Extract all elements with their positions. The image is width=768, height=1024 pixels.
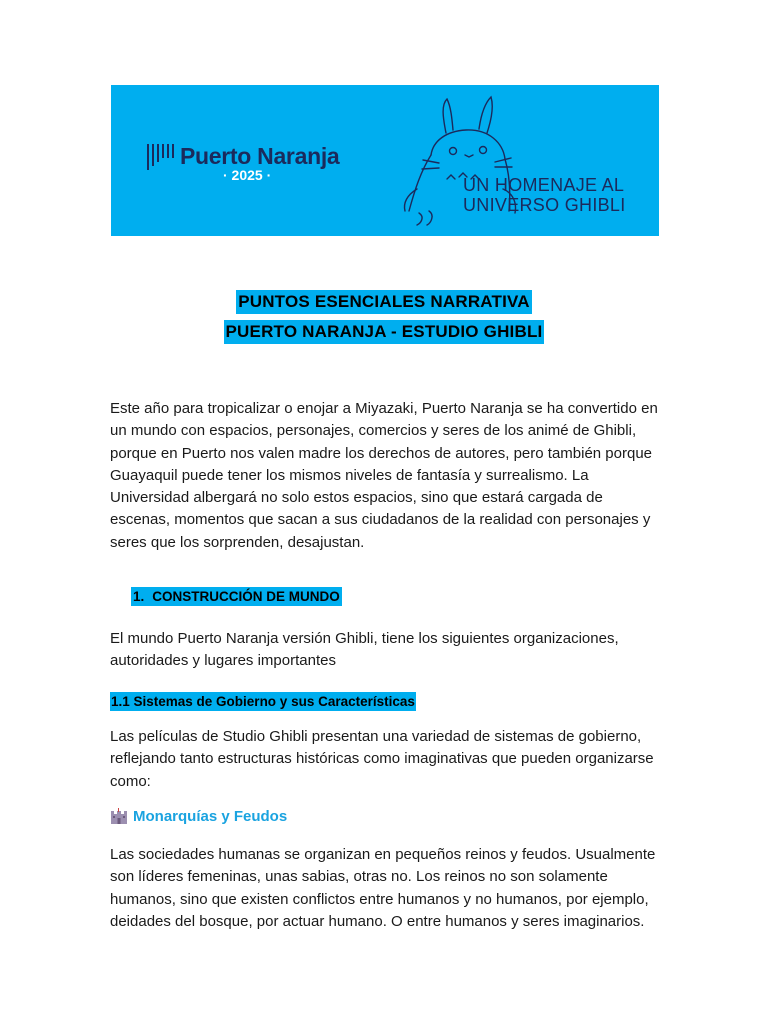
brand-name: Puerto Naranja	[180, 143, 340, 169]
subsection-1-1-paragraph: Las películas de Studio Ghibli presentan una variedad de sistemas de gobierno, reflejando tanto estructuras históricas como imaginativas que pueden organizarse como:	[110, 728, 654, 790]
section-1-number: 1.	[133, 589, 145, 604]
tagline-line-1: UN HOMENAJE AL	[463, 175, 625, 195]
document-title	[0, 290, 768, 344]
monarquias-heading	[110, 808, 287, 825]
brand-year: · 2025 ·	[223, 167, 272, 183]
monarquias-paragraph: Las sociedades humanas se organizan en pequeños reinos y feudos. Usualmente son líderes femeninas, unas sabias, otras no. Los reinos no son solamente humanos, sino que existen conflictos entre humanos y no humanos, por ejemplo, deidades del bosque, por actuar humano. O entre humanos y seres imaginarios.	[110, 846, 656, 930]
section-1-heading	[131, 587, 342, 606]
castle-icon	[110, 808, 128, 825]
puerto-naranja-logo	[147, 143, 339, 170]
header-banner	[111, 85, 659, 236]
section-1-paragraph: El mundo Puerto Naranja versión Ghibli, tiene los siguientes organizaciones, autoridades y lugares importantes	[110, 630, 619, 670]
logo-bars-icon	[147, 144, 174, 170]
title-line-2: PUERTO NARANJA - ESTUDIO GHIBLI	[224, 320, 545, 344]
subsection-1-1-heading: 1.1 Sistemas de Gobierno y sus Características	[111, 694, 415, 709]
banner-tagline	[463, 175, 626, 215]
title-line-1: PUNTOS ESENCIALES NARRATIVA	[236, 290, 532, 314]
tagline-line-2: UNIVERSO GHIBLI	[463, 195, 626, 215]
intro-paragraph: Este año para tropicalizar o enojar a Miyazaki, Puerto Naranja se ha convertido en un mundo con espacios, personajes, comercios y seres de los animé de Ghibli, porque en Puerto nos valen madre los derechos de autores, pero también porque Guayaquil puede tener los mismos niveles de fantasía y surrealismo. La Universidad albergará no solo estos espacios, sino que estará cargada de escenas, momentos que sacan a sus ciudadanos de la realidad con personajes y seres que los sorprenden, desajustan.	[110, 400, 658, 551]
section-1-title: CONSTRUCCIÓN DE MUNDO	[152, 589, 340, 604]
monarquias-title: Monarquías y Feudos	[133, 808, 288, 825]
